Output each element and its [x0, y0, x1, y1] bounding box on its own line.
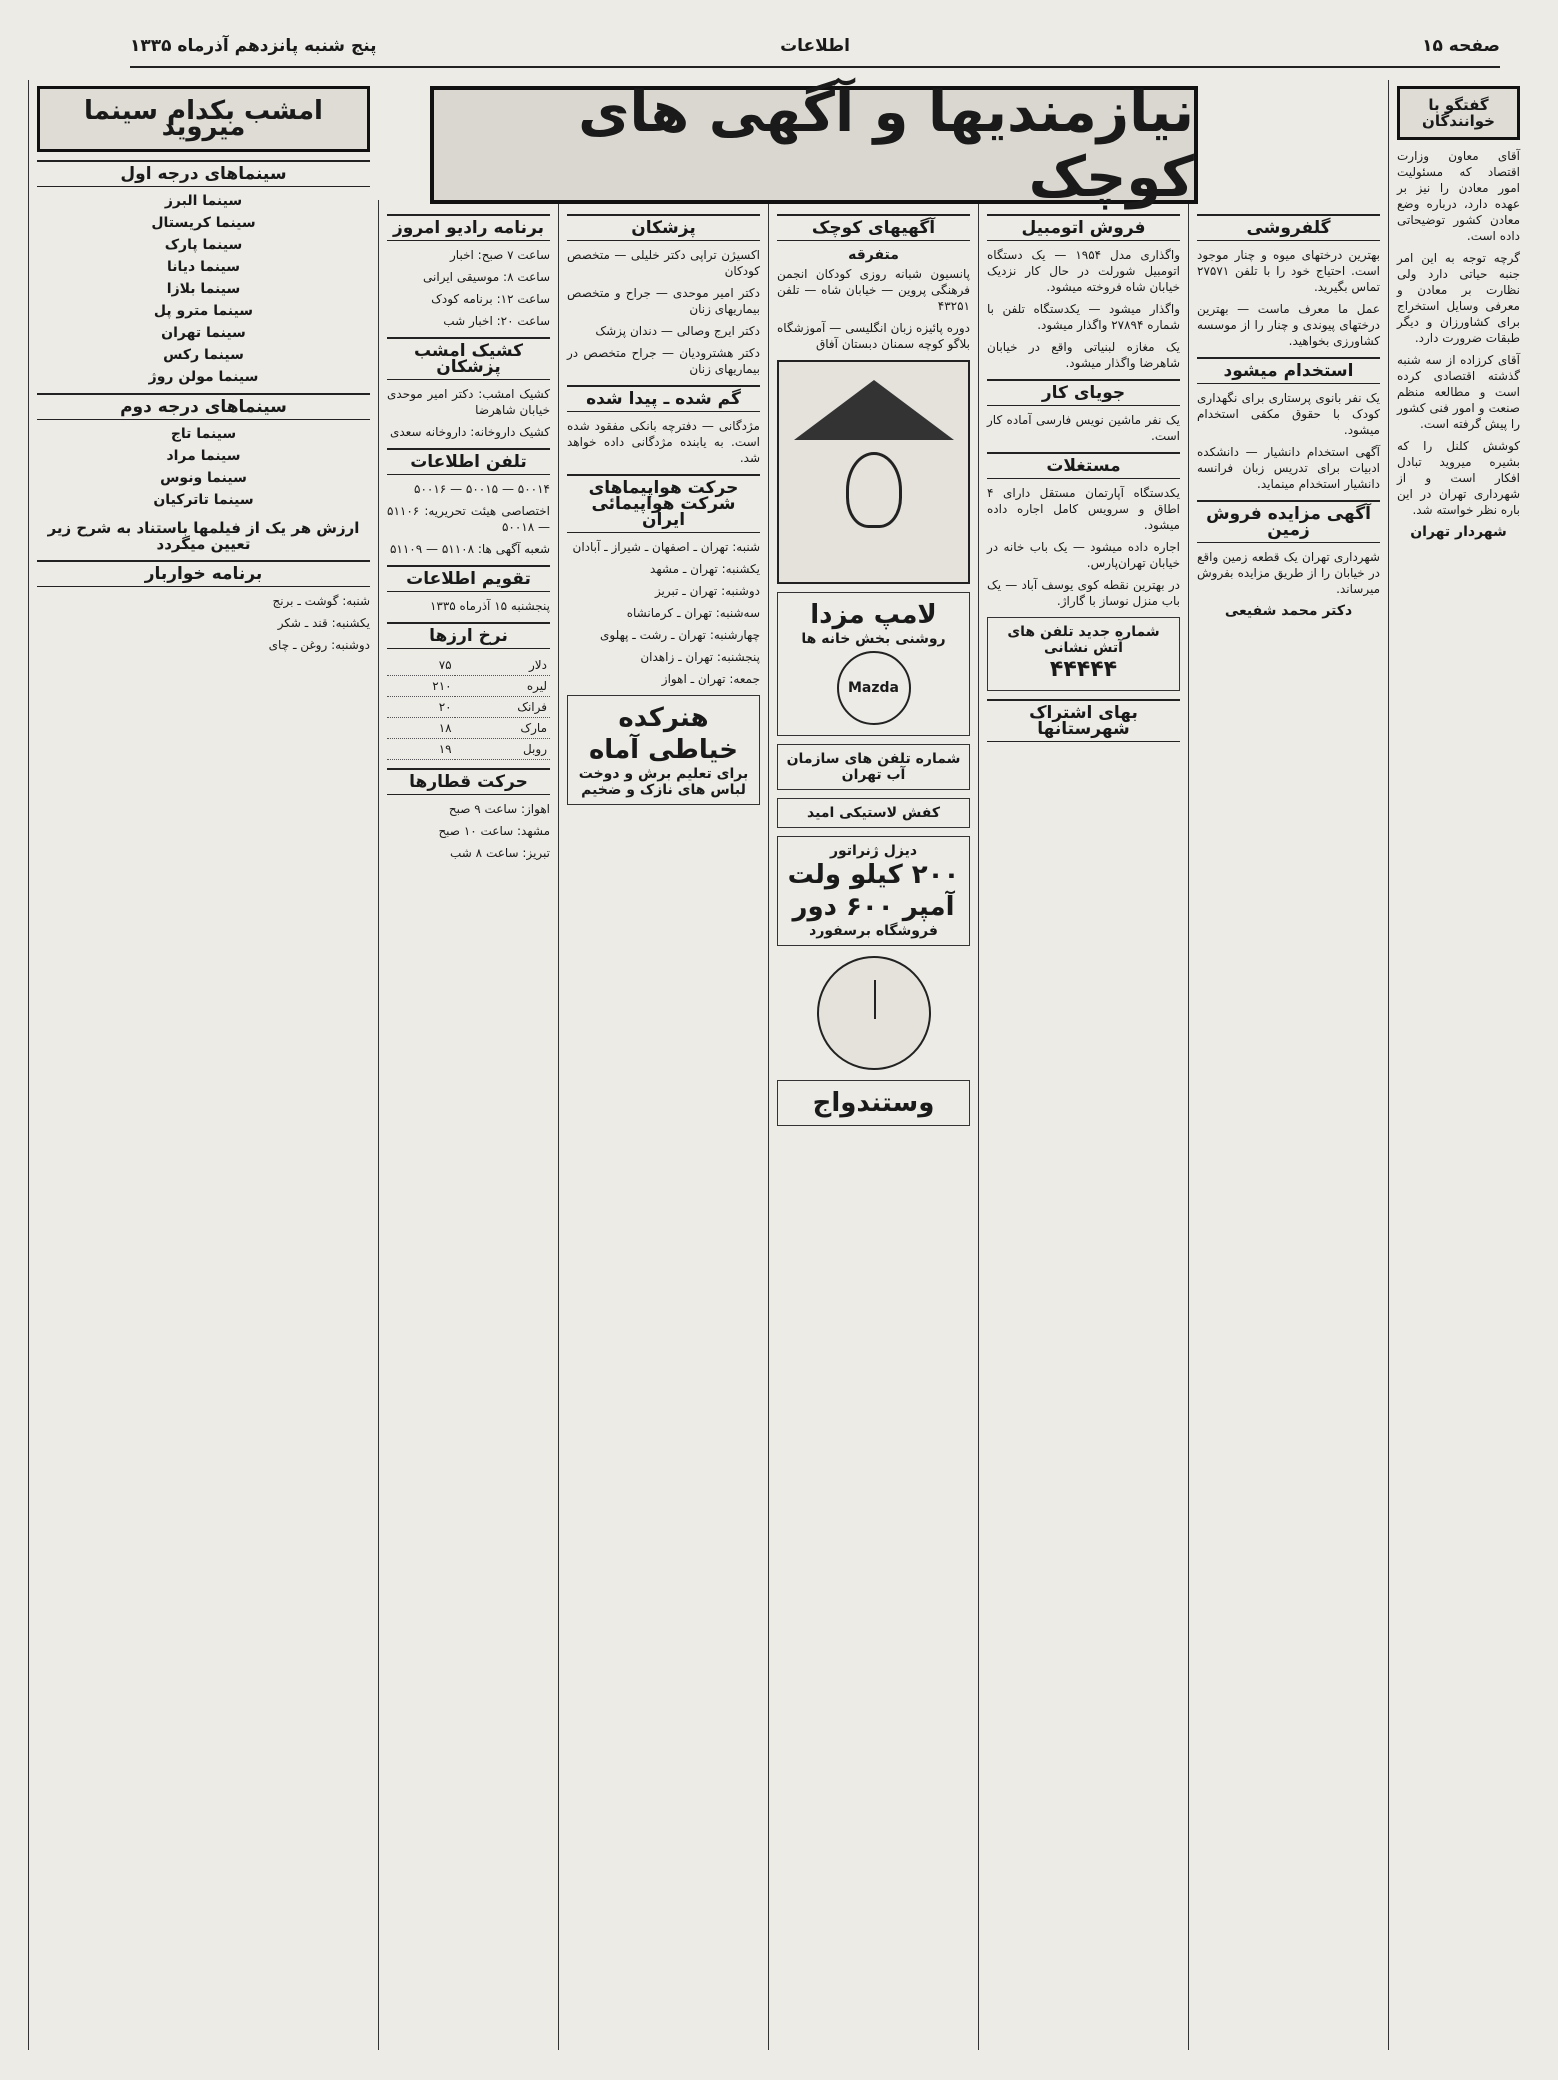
hire-heading: استخدام میشود — [1197, 357, 1380, 384]
doctors-heading: پزشکان — [567, 214, 760, 241]
phone-line: شعبه آگهی ها: ۵۱۱۰۸ — ۵۱۱۰۹ — [389, 542, 550, 556]
cinema-rating-note: ارزش هر یک از فیلمها باستناد به شرح زیر تعیین میگردد — [47, 519, 360, 553]
currency-name: دلار — [455, 655, 550, 676]
cinema-name: سینما مولن روژ — [148, 369, 259, 385]
diesel-ad-power: ۲۰۰ کیلو ولت — [787, 860, 960, 890]
classifieds-banner: نیازمندیها و آگهی های کوچک — [430, 86, 1198, 204]
wedding-ad-title: وستندواج — [812, 1088, 935, 1118]
watch-icon — [817, 956, 931, 1070]
cinema-name: سینما تاج — [170, 426, 237, 442]
pharmacy-item: کشیک داروخانه: داروخانه سعدی — [389, 425, 550, 439]
tailor-ad-subtitle: برای تعلیم برش و دوخت لباس های نازک و ضخیم — [578, 766, 749, 798]
cinema-name: سینما البرز — [164, 193, 243, 209]
table-row — [387, 676, 550, 697]
auction-heading: آگهی مزایده فروش زمین — [1197, 500, 1380, 543]
currency-rate: ۲۱۰ — [387, 676, 455, 697]
paper-name: اطلاعات — [780, 36, 850, 56]
misc-item: پانسیون شبانه روزی کودکان انجمن فرهنگی پروین — خیابان شاه — تلفن ۴۳۲۵۱ — [777, 267, 970, 313]
doctor-item: دکتر امیر موحدی — جراح و متخصص بیماریهای زنان — [567, 286, 760, 316]
doctor-item: دکتر ایرج وصالی — دندان پزشک — [595, 324, 760, 338]
table-row — [387, 718, 550, 739]
table-row — [387, 655, 550, 676]
column-readers — [1388, 80, 1528, 2050]
currency-rate: ۷۵ — [387, 655, 455, 676]
firefighter-phone-ad — [987, 617, 1180, 691]
schedule-heading: برنامه خواربار — [37, 560, 370, 587]
job-heading: جویای کار — [987, 379, 1180, 406]
flights-heading: حرکت هواپیماهای شرکت هواپیمائی ایران — [567, 474, 760, 533]
cars-item: واگذاری مدل ۱۹۵۴ — یک دستگاه اتومبیل شورلت در حال کار نزدیک خیابان شاه فروخته میشود. — [987, 248, 1180, 294]
realestate-heading: مستغلات — [987, 452, 1180, 479]
readers-signature: شهردار تهران — [1410, 524, 1507, 540]
readers-box-title: گفتگو با خوانندگان — [1397, 86, 1520, 140]
cinema-name: سینما تهران — [161, 325, 246, 341]
diesel-ad-store: فروشگاه برسفورد — [809, 923, 938, 939]
pharmacy-item: کشیک امشب: دکتر امیر موحدی خیابان شاهرضا — [387, 387, 550, 417]
currency-name: فرانک — [455, 697, 550, 718]
flight-route: شنبه: تهران ـ اصفهان ـ شیراز ـ آبادان — [572, 540, 760, 554]
currency-name: لیره — [455, 676, 550, 697]
realestate-item: در بهترین نقطه کوی یوسف آباد — یک باب منزل نوساز با گاراژ. — [987, 578, 1180, 608]
currency-name: روبل — [455, 739, 550, 760]
flowers-item: عمل ما معرف ماست — بهترین درختهای پیوندی و چنار را از موسسه کشاورزی بخواهید. — [1197, 302, 1380, 348]
flight-route: چهارشنبه: تهران ـ رشت ـ پهلوی — [600, 628, 760, 642]
radio-item: ساعت ۱۲: برنامه کودک — [431, 292, 550, 306]
realestate-item: اجاره داده میشود — یک باب خانه در خیابان تهران‌پارس. — [987, 540, 1180, 570]
phone-heading: تلفن اطلاعات — [387, 448, 550, 475]
column-doctors — [558, 200, 768, 2050]
currency-table — [387, 655, 550, 760]
subscription-heading: بهای اشتراک شهرستانها — [987, 699, 1180, 742]
auction-text: شهرداری تهران یک قطعه زمین واقع در خیابان را از طریق مزایده بفروش میرساند. — [1197, 550, 1380, 596]
realestate-item: یکدستگاه آپارتمان مستقل دارای ۴ اطاق و سرویس کامل اجاره داده میشود. — [987, 486, 1180, 532]
diesel-ad — [777, 836, 970, 946]
flowers-item: بهترین درختهای میوه و چنار موجود است. احتیاج خود را با تلفن ۲۷۵۷۱ تماس بگیرید. — [1197, 248, 1380, 294]
train-item: مشهد: ساعت ۱۰ صبح — [438, 824, 550, 838]
cinema-name: سینما پارک — [164, 237, 243, 253]
issue-date: پنج شنبه پانزدهم آذرماه ۱۳۳۵ — [130, 36, 377, 56]
lamp-ad-illustration — [777, 360, 970, 584]
column-cars — [978, 200, 1188, 2050]
currency-rate: ۱۹ — [387, 739, 455, 760]
currency-rate: ۲۰ — [387, 697, 455, 718]
column-cinema — [28, 80, 378, 2050]
calendar-heading: تقویم اطلاعات — [387, 565, 550, 592]
column-flowers — [1188, 200, 1388, 2050]
lost-found-heading: گم شده ـ پیدا شده — [567, 385, 760, 412]
doctor-item: اکسیژن تراپی دکتر خلیلی — متخصص کودکان — [567, 248, 760, 278]
lamp-ad-subtitle: روشنی بخش خانه ها — [801, 631, 946, 647]
cinema-first-heading: سینماهای درجه اول — [37, 160, 370, 187]
flowers-signature: دکتر محمد شفیعی — [1224, 603, 1353, 619]
pharmacy-heading: کشیک امشب پزشکان — [387, 337, 550, 380]
radio-item: ساعت ۸: موسیقی ایرانی — [423, 270, 550, 284]
schedule-item: دوشنبه: روغن ـ چای — [268, 638, 370, 652]
train-item: اهواز: ساعت ۹ صبح — [448, 802, 550, 816]
column-radio — [378, 200, 558, 2050]
phone-line: ۵۰۰۱۴ — ۵۰۰۱۵ — ۵۰۰۱۶ — [414, 482, 550, 496]
doctor-item: دکتر هشترودیان — جراح متخصص در بیماریهای زنان — [567, 346, 760, 376]
cinema-name: سینما مراد — [166, 448, 241, 464]
table-row — [387, 697, 550, 718]
readers-paragraph: آقای معاون وزارت اقتصاد که مسئولیت امور معادن را نیز بر عهده دارد، درباره وضع معادن کشور توضیحاتی داده است. — [1397, 149, 1520, 243]
table-row — [387, 739, 550, 760]
cars-heading: فروش اتومبیل — [987, 214, 1180, 241]
cinema-name: سینما تاترکیان — [153, 492, 254, 508]
firefighter-phone-heading: شماره جدید تلفن های آتش نشانی — [1007, 624, 1160, 656]
misc-subheading: متفرقه — [848, 247, 899, 263]
cars-item: واگذار میشود — یکدستگاه تلفن با شماره ۲۷۸۹۴ واگذار میشود. — [987, 302, 1180, 332]
cinema-name: سینما دیانا — [167, 259, 240, 275]
misc-heading: آگهیهای کوچک — [777, 214, 970, 241]
calendar-text: پنجشنبه ۱۵ آذرماه ۱۳۳۵ — [429, 599, 550, 613]
flight-route: سه‌شنبه: تهران ـ کرمانشاه — [626, 606, 760, 620]
currency-name: مارک — [455, 718, 550, 739]
train-item: تبریز: ساعت ۸ شب — [450, 846, 550, 860]
flight-route: یکشنبه: تهران ـ مشهد — [650, 562, 760, 576]
flight-route: جمعه: تهران ـ اهواز — [661, 672, 760, 686]
phone-line: اختصاصی هیئت تحریریه: ۵۱۱۰۶ — ۵۰۰۱۸ — [387, 504, 550, 534]
wedding-ad — [777, 1080, 970, 1126]
readers-paragraph: گرچه توجه به این امر جنبه حیاتی دارد ولی نظارت بر معادن و معرفی وسایل استخراج برای کشاورزان و دیگر طبقات ضرورت دارد. — [1397, 251, 1520, 345]
cinema-name: سینما کریستال — [151, 215, 256, 231]
radio-heading: برنامه رادیو امروز — [387, 214, 550, 241]
radio-item: ساعت ۲۰: اخبار شب — [443, 314, 550, 328]
cinema-name: سینما مترو پل — [153, 303, 254, 319]
currency-rate: ۱۸ — [387, 718, 455, 739]
column-misc-ads — [768, 200, 978, 2050]
tailor-ad — [567, 695, 760, 805]
hire-item: آگهی استخدام دانشیار — دانشکده ادبیات برای تدریس زبان فرانسه دانشیار استخدام مینماید. — [1197, 445, 1380, 491]
mazda-logo: Mazda — [837, 651, 911, 725]
flight-route: پنجشنبه: تهران ـ زاهدان — [640, 650, 760, 664]
cinema-second-heading: سینماهای درجه دوم — [37, 393, 370, 420]
diesel-ad-rpm: آمپر ۶۰۰ دور — [792, 892, 955, 922]
trains-heading: حرکت قطارها — [387, 768, 550, 795]
cinema-box-title: امشب بکدام سینما میروید — [37, 86, 370, 152]
page-number: صفحه ۱۵ — [1422, 36, 1500, 56]
misc-item: دوره پائیزه زبان انگلیسی — آموزشگاه بلاگو کوچه سمنان دبستان آفاق — [777, 321, 970, 351]
currency-heading: نرخ ارزها — [387, 622, 550, 649]
flowers-heading: گلفروشی — [1197, 214, 1380, 241]
cinema-name: سینما رکس — [163, 347, 244, 363]
flight-route: دوشنبه: تهران ـ تبریز — [654, 584, 760, 598]
cinema-name: سینما ونوس — [160, 470, 247, 486]
lamp-ad — [777, 592, 970, 736]
job-text: یک نفر ماشین نویس فارسی آماده کار است. — [987, 413, 1180, 443]
masthead — [130, 30, 1500, 68]
readers-paragraph: کوشش کلنل را که بشیره میروید تبادل افکار است و از شهرداری تهران در این باره نظر خواسته شد. — [1397, 439, 1520, 517]
house-roof-icon — [794, 380, 954, 440]
diesel-ad-title: دیزل ژنراتور — [829, 843, 918, 859]
lost-item: مژدگانی — دفترچه بانکی مفقود شده است. به یابنده مژدگانی داده خواهد شد. — [567, 419, 760, 465]
schedule-item: یکشنبه: قند ـ شکر — [277, 616, 370, 630]
firefighter-phone-number: ۴۴۴۴۴ — [1049, 657, 1118, 682]
readers-paragraph: آقای کرزاده از سه شنبه گذشته اقتصادی کرده است و مطالعه منظم صنعت و امور فنی کشور را پیش گرفته است. — [1397, 353, 1520, 431]
schedule-item: شنبه: گوشت ـ برنج — [272, 594, 370, 608]
water-phone-ad: شماره تلفن های سازمان آب تهران — [777, 744, 970, 790]
cars-item: یک مغازه لبنیاتی واقع در خیابان شاهرضا واگذار میشود. — [987, 340, 1180, 370]
radio-item: ساعت ۷ صبح: اخبار — [450, 248, 550, 262]
tailor-ad-title: هنرکده خیاطی آماه — [588, 703, 739, 765]
lamp-ad-title: لامپ مزدا — [810, 600, 937, 630]
cinema-name: سینما بلازا — [166, 281, 241, 297]
shoes-ad: کفش لاستیکی امید — [777, 798, 970, 828]
lightbulb-icon — [846, 452, 902, 528]
hire-item: یک نفر بانوی پرستاری برای نگهداری کودک با حقوق مکفی استخدام میشود. — [1197, 391, 1380, 437]
